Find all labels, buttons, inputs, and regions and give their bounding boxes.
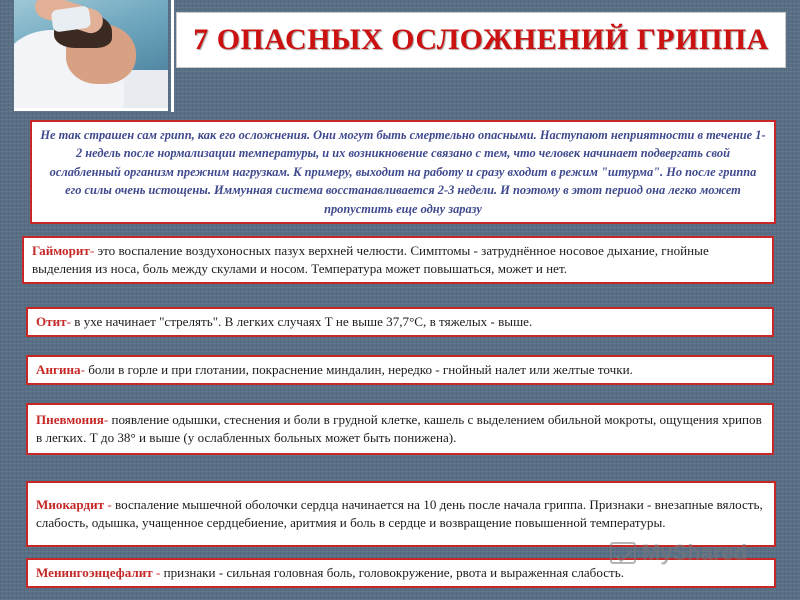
accent-divider — [171, 0, 174, 112]
complication-tonsillitis — [26, 355, 774, 385]
complication-description: в ухе начинает "стрелять". В легких случаях Т не выше 37,7°С, в тяжелых - выше. — [70, 313, 533, 329]
complication-term: Менингоэнцефалит — [36, 564, 153, 580]
intro-box — [30, 120, 776, 224]
complication-separator: - — [103, 411, 109, 427]
complication-term: Миокардит — [36, 496, 105, 512]
complication-term: Пневмония — [36, 411, 104, 427]
complication-otitis — [26, 307, 774, 337]
complication-description: признаки - сильная головная боль, головокружение, рвота и выраженная слабость. — [160, 564, 624, 580]
complication-myocarditis — [26, 481, 776, 547]
page-title: 7 ОПАСНЫХ ОСЛОЖНЕНИЙ ГРИППА — [193, 23, 769, 56]
title-banner — [176, 12, 786, 68]
complication-separator: - — [80, 361, 85, 377]
complication-separator: - — [104, 496, 112, 512]
complication-meningoencephalitis — [26, 558, 776, 588]
intro-text: Не так страшен сам грипп, как его осложнения. Они могут быть смертельно опасными. Наступают неприятности в течение 1-2 недель после нормализации температуры, и их возникновение связано с тем, что человек начинает подвергать свой ослабленный организм прежним нагрузкам. К примеру, выходит на работу и сразу входит в режим "штурма". Но после гриппа его силы очень истощены. Иммунная система восстанавливается 2-3 недели. И поэтому в этот период она легко может пропустить еще одну заразу — [40, 127, 766, 216]
complication-term: Ангина — [36, 361, 81, 377]
complication-description: это воспаление воздухоносных пазух верхней челюсти. Симптомы - затруднённое носовое дыхание, гнойные выделения из носа, боль между скулами и носом. Температура может повышаться, может и нет. — [32, 242, 709, 276]
complication-separator: - — [89, 242, 95, 258]
complication-separator: - — [152, 564, 161, 580]
watermark-text: MyShared — [642, 540, 748, 565]
complication-description: появление одышки, стеснения и боли в грудной клетке, кашель с выделением обильной мокроты, ощущения хрипов в легких. Т до 38° и выше (у ослабленных больных может быть понижена). — [36, 411, 762, 445]
complication-description: боли в горле и при глотании, покраснение миндалин, нередко - гнойный налет или желтые точки. — [84, 361, 633, 377]
complication-separator: - — [66, 313, 71, 329]
complication-term: Гайморит — [32, 242, 90, 258]
complication-description: воспаление мышечной оболочки сердца начинается на 10 день после начала гриппа. Признаки - внезапные вялость, слабость, одышка, учащенное сердцебиение, аритмия и боль в сердце и возвращение повышенной температуры. — [36, 496, 763, 530]
complication-term: Отит — [36, 313, 67, 329]
sick-person-photo — [14, 0, 168, 111]
complication-pneumonia — [26, 403, 774, 455]
complication-sinusitis — [22, 236, 774, 284]
